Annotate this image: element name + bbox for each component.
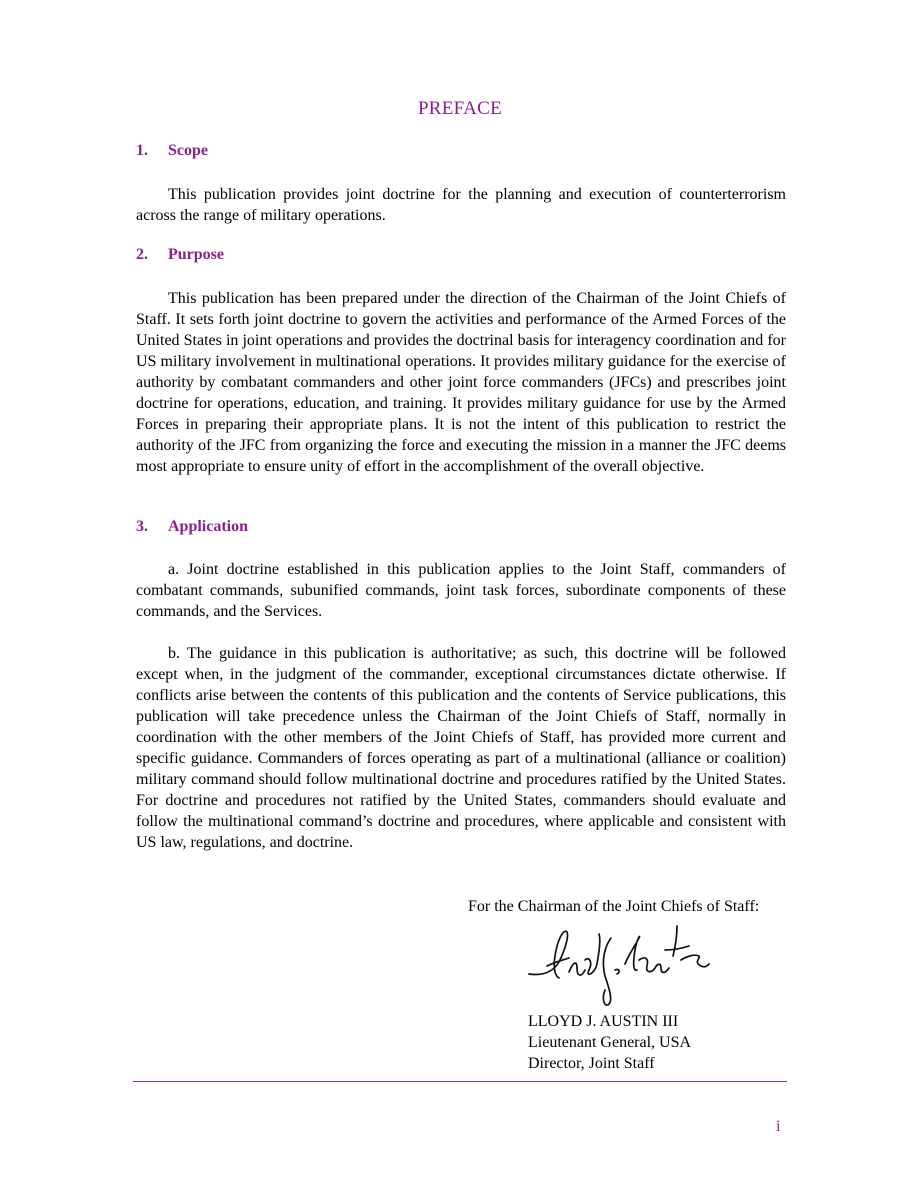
footer-divider (133, 1081, 787, 1082)
section-body-application-a (136, 559, 786, 622)
page-title: PREFACE (417, 98, 503, 119)
handwritten-signature-icon (525, 916, 710, 1008)
signatory-rank: Lieutenant General, USA (528, 1034, 692, 1051)
paragraph: This publication has been prepared under the direction of the Chairman of the Joint Chiefs of Staff. It sets forth joint doctrine to govern the activities and performance of the Armed Forces of the United States in joint operations and provides the doctrinal basis for interagency coordination and for US military involvement in multinational operations. It provides military guidance for the exercise of authority by combatant commanders and other joint force commanders (JFCs) and prescribes joint doctrine for operations, education, and training. It provides military guidance for use by the Armed Forces in preparing their appropriate plans. It is not the intent of this publication to restrict the authority of the JFC from organizing the force and executing the mission in a manner the JFC deems most appropriate to ensure unity of effort in the accomplishment of the overall objective. (136, 290, 786, 475)
section-title: Application (168, 518, 249, 535)
page-number: i (776, 1118, 781, 1135)
signatory-position: Director, Joint Staff (528, 1055, 655, 1072)
section-title: Purpose (168, 246, 224, 263)
section-body-scope (136, 184, 786, 226)
paragraph: a. Joint doctrine established in this publication applies to the Joint Staff, commanders of combatant commands, subunified commands, joint task forces, subordinate components of these commands, and the Services. (136, 561, 786, 620)
section-heading-scope (136, 142, 208, 160)
section-heading-application (136, 518, 248, 536)
signatory-name: LLOYD J. AUSTIN III (528, 1013, 679, 1030)
section-number: 1. (136, 142, 148, 159)
section-heading-purpose (136, 246, 224, 264)
signature-block (528, 1011, 691, 1074)
section-number: 3. (136, 518, 148, 535)
section-body-application-b (136, 643, 786, 853)
section-body-purpose (136, 288, 786, 477)
paragraph: This publication provides joint doctrine for the planning and execution of counterterrorism across the range of military operations. (136, 186, 786, 224)
section-number: 2. (136, 246, 148, 263)
closing-line: For the Chairman of the Joint Chiefs of Staff: (468, 898, 760, 915)
section-title: Scope (168, 142, 208, 159)
paragraph: b. The guidance in this publication is authoritative; as such, this doctrine will be followed except when, in the judgment of the commander, exceptional circumstances dictate otherwise. If conflicts arise between the contents of this publication and the contents of Service publications, this publication will take precedence unless the Chairman of the Joint Chiefs of Staff, normally in coordination with the other members of the Joint Chiefs of Staff, has provided more current and specific guidance. Commanders of forces operating as part of a multinational (alliance or coalition) military command should follow multinational doctrine and procedures ratified by the United States. For doctrine and procedures not ratified by the United States, commanders should evaluate and follow the multinational command’s doctrine and procedures, where applicable and consistent with US law, regulations, and doctrine. (136, 645, 786, 851)
